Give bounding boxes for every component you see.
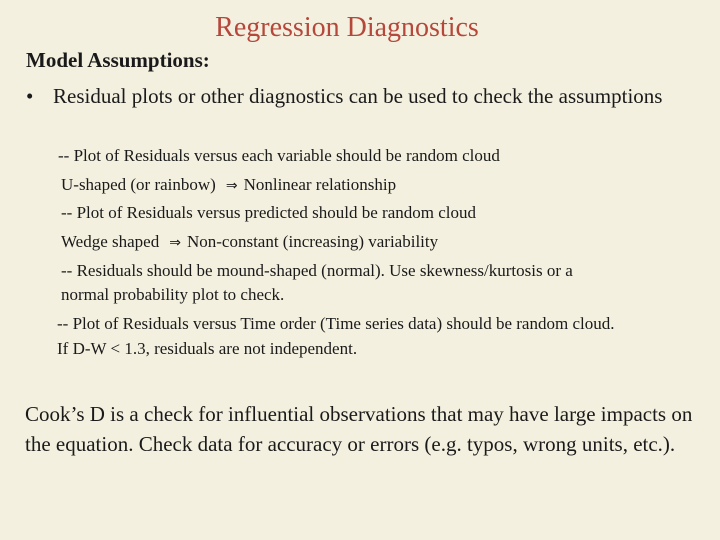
- u-shaped-label: U-shaped (or rainbow): [61, 175, 216, 194]
- bullet-text: Residual plots or other diagnostics can be used to check the assumptions: [53, 84, 663, 108]
- sub-line-wedge-shaped: [61, 232, 438, 253]
- nonlinear-label: Nonlinear relationship: [243, 175, 397, 194]
- bullet-item: [26, 82, 666, 111]
- non-constant-label: Non-constant (increasing) variability: [186, 232, 439, 251]
- cooks-d-paragraph: Cook’s D is a check for influential observations that may have large impacts on the equation. Check data for accuracy or errors (e.g. typos, wrong units, etc.).: [25, 402, 693, 456]
- bullet-marker: •: [26, 84, 34, 108]
- wedge-shaped-label: Wedge shaped: [61, 232, 160, 251]
- implies-arrow-icon: ⇒: [225, 178, 238, 194]
- sub-line-normal-probability: normal probability plot to check.: [61, 285, 285, 304]
- sub-line-residuals-vs-predicted: -- Plot of Residuals versus predicted should be random cloud: [61, 203, 477, 222]
- sub-line-time-order: -- Plot of Residuals versus Time order (Time series data) should be random cloud.: [57, 314, 615, 333]
- sub-line-residuals-vs-variable: -- Plot of Residuals versus each variable should be random cloud: [58, 146, 500, 165]
- sub-line-durbin-watson: If D-W < 1.3, residuals are not independent.: [57, 339, 358, 358]
- sub-line-u-shaped: [61, 175, 396, 196]
- section-heading: Model Assumptions:: [26, 48, 210, 72]
- slide-title: Regression Diagnostics: [215, 12, 479, 43]
- sub-line-mound-shaped: -- Residuals should be mound-shaped (normal). Use skewness/kurtosis or a: [61, 261, 573, 280]
- implies-arrow-icon: ⇒: [169, 235, 181, 251]
